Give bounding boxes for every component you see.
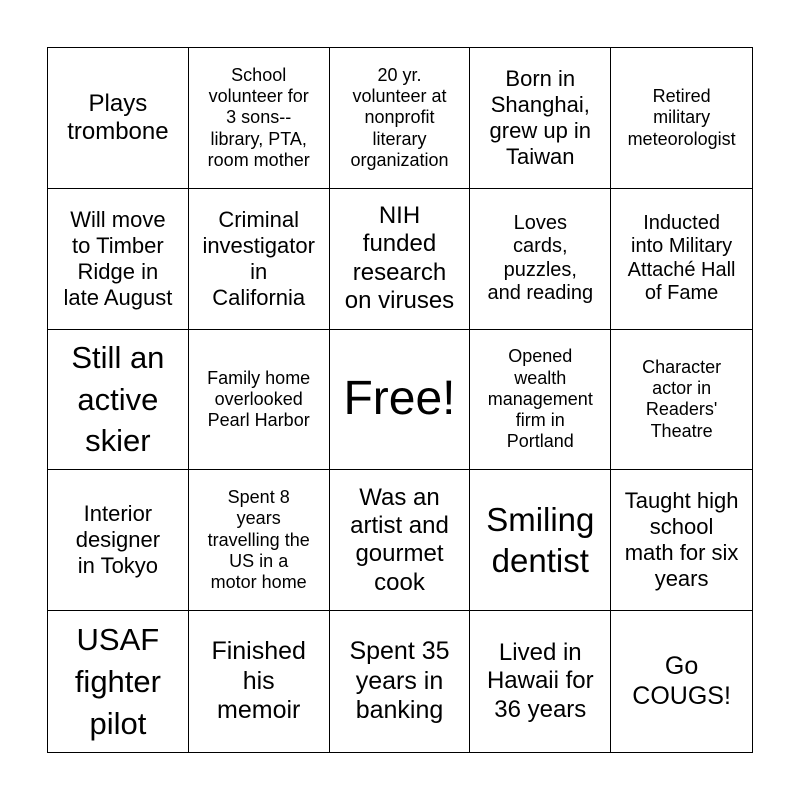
bingo-cell-r3c4[interactable] — [470, 330, 611, 471]
free-space-text: Free! — [343, 372, 456, 426]
cell-text: 20 yr. volunteer at nonprofit literary organization — [350, 64, 449, 170]
cell-text: Retired military meteorologist — [627, 86, 736, 149]
cell-text: Spent 35 years in banking — [349, 637, 450, 725]
cell-text: NIH funded research on viruses — [344, 202, 455, 314]
bingo-cell-r2c5[interactable] — [611, 189, 752, 330]
cell-text: Criminal investigator in California — [202, 206, 315, 310]
bingo-cell-r4c3[interactable] — [330, 470, 471, 611]
cell-text: Still an active skier — [71, 339, 165, 459]
cell-text: Taught high school math for six years — [624, 488, 739, 592]
bingo-cell-r2c4[interactable] — [470, 189, 611, 330]
cell-text: Lived in Hawaii for 36 years — [486, 639, 594, 723]
cell-text: Go COUGS! — [632, 652, 731, 710]
cell-text: Was an artist and gourmet cook — [350, 483, 449, 596]
bingo-cell-r4c5[interactable] — [611, 470, 752, 611]
cell-text: Born in Shanghai, grew up in Taiwan — [489, 65, 592, 169]
bingo-cell-r1c2[interactable] — [189, 48, 330, 189]
bingo-cell-r5c2[interactable] — [189, 611, 330, 752]
cell-text: Will move to Timber Ridge in late August — [63, 206, 173, 310]
cell-text: School volunteer for 3 sons-- library, PTA, room mother — [207, 64, 310, 170]
bingo-cell-r2c2[interactable] — [189, 189, 330, 330]
cell-text: USAF fighter pilot — [74, 621, 161, 741]
bingo-cell-r1c5[interactable] — [611, 48, 752, 189]
bingo-cell-r2c3[interactable] — [330, 189, 471, 330]
bingo-cell-r5c4[interactable] — [470, 611, 611, 752]
cell-text: Plays trombone — [67, 89, 169, 145]
bingo-cell-r1c1[interactable] — [48, 48, 189, 189]
bingo-cell-r4c1[interactable] — [48, 470, 189, 611]
bingo-cell-r1c3[interactable] — [330, 48, 471, 189]
cell-text: Character actor in Readers' Theatre — [642, 357, 722, 441]
cell-text: Finished his memoir — [211, 637, 306, 725]
cell-text: Loves cards, puzzles, and reading — [487, 211, 594, 305]
cell-text: Spent 8 years travelling the US in a motor home — [207, 487, 310, 593]
bingo-board — [47, 47, 753, 753]
cell-text: Interior designer in Tokyo — [75, 501, 161, 579]
cell-text: Opened wealth management firm in Portland — [487, 346, 593, 452]
bingo-cell-r5c1[interactable] — [48, 611, 189, 752]
bingo-cell-r1c4[interactable] — [470, 48, 611, 189]
cell-text: Family home overlooked Pearl Harbor — [207, 367, 311, 431]
cell-text: Smiling dentist — [486, 501, 595, 580]
bingo-cell-r5c3[interactable] — [330, 611, 471, 752]
cell-text: Inducted into Military Attaché Hall of Fame — [627, 211, 736, 305]
bingo-cell-r4c4[interactable] — [470, 470, 611, 611]
bingo-cell-r2c1[interactable] — [48, 189, 189, 330]
bingo-cell-r5c5[interactable] — [611, 611, 752, 752]
bingo-cell-r3c1[interactable] — [48, 330, 189, 471]
bingo-cell-r4c2[interactable] — [189, 470, 330, 611]
bingo-cell-free[interactable] — [330, 330, 471, 471]
bingo-cell-r3c5[interactable] — [611, 330, 752, 471]
bingo-cell-r3c2[interactable] — [189, 330, 330, 471]
